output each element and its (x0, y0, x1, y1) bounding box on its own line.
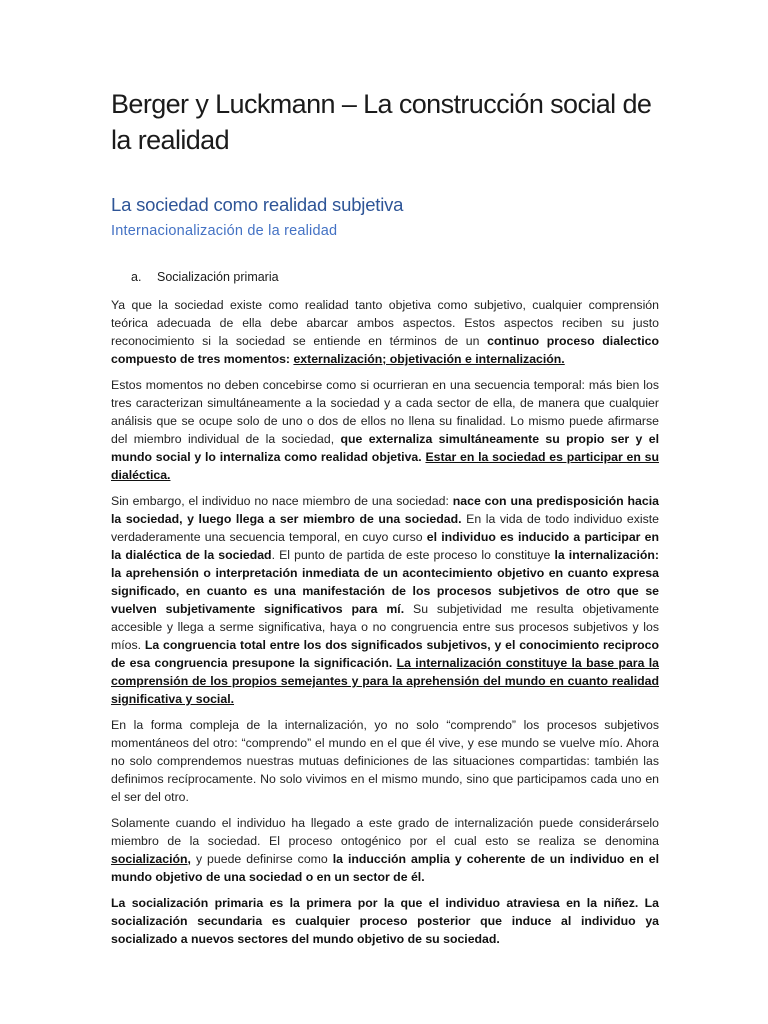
list-item-socializacion-primaria (131, 270, 279, 284)
paragraph-3-text-d: Su subjetividad me resulta objetivamente accesible y llega a serme significativa, haya o no congruencia entre sus procesos subjetivos y los míos. (111, 602, 660, 652)
paragraph-5-text-a: Solamente cuando el individuo ha llegado a este grado de internalización puede considerárselo miembro de la sociedad. El proceso ontogénico por el cual esto se realiza se denomina (111, 816, 659, 848)
paragraph-3-bold-d: La congruencia total entre los dos significados subjetivos, y el conocimiento reciproco de esa congruencia presupone la significación. (111, 638, 659, 670)
paragraph-2-text: Estos momentos no deben concebirse como si ocurrieran en una secuencia temporal: más bien los tres caracterizan simultáneamente a la sociedad y a cada sector de ella, de manera que cualquier análisis que se ocupe solo de uno o dos de ellos no llena su finalidad. Lo mismo puede afirmarse del miembro individual de la sociedad, (111, 378, 659, 446)
paragraph-1-bold-underline: externalización; objetivación e internalización. (293, 352, 565, 366)
paragraph-3-bold-c: la internalización: la aprehensión o interpretación inmediata de un acontecimiento objetivo en cuanto expresa significado, en cuanto es una manifestación de los procesos subjetivos de otro que se vuelven subjetivamente significativos para mí. (111, 548, 660, 616)
paragraph-5-text-b: y puede definirse como (190, 852, 333, 866)
paragraph-2 (111, 376, 659, 484)
paragraph-1 (111, 296, 659, 368)
document-body (111, 296, 659, 956)
document-title: Berger y Luckmann – La construcción social de la realidad (111, 89, 652, 155)
paragraph-6 (111, 894, 659, 948)
paragraph-2-bold: que externaliza simultáneamente su propio ser y el mundo social y lo internaliza como realidad objetiva. (111, 432, 659, 464)
paragraph-1-text: Ya que la sociedad existe como realidad tanto objetiva como subjetivo, cualquier comprensión teórica adecuada de ella debe abarcar ambos aspectos. Estos aspectos reciben su justo reconocimiento si la sociedad se entiende en términos de un (111, 298, 659, 348)
paragraph-5-bold: la inducción amplia y coherente de un individuo en el mundo objetivo de una sociedad o en un sector de él. (111, 852, 659, 884)
paragraph-3-bold-b: el individuo es inducido a participar en la dialéctica de la sociedad (111, 530, 659, 562)
paragraph-5-bold-underline: socialización, (111, 852, 191, 866)
paragraph-3-text-a: Sin embargo, el individuo no nace miembro de una sociedad: (111, 494, 453, 508)
section-heading: La sociedad como realidad subjetiva (111, 194, 404, 215)
paragraph-3-bold-a: nace con una predisposición hacia la sociedad, y luego llega a ser miembro de una sociedad. (111, 494, 659, 526)
paragraph-4 (111, 716, 659, 806)
list-marker: a. (131, 270, 142, 284)
list-item-label: Socialización primaria (157, 270, 279, 284)
paragraph-4-text: En la forma compleja de la internalización, yo no solo “comprendo” los procesos subjetivos momentáneos del otro: “comprendo” el mundo en el que él vive, y ese mundo se vuelve mío. Ahora no solo comprendemos nuestras mutuas definiciones de las situaciones compartidas: también las definimos recíprocamente. No solo vivimos en el mismo mundo, sino que participamos cada uno en el ser del otro. (111, 718, 659, 804)
paragraph-5 (111, 814, 659, 886)
paragraph-6-bold: La socialización primaria es la primera por la que el individuo atraviesa en la niñez. La socialización secundaria es cualquier proceso posterior que induce al individuo ya socializado a nuevos sectores del mundo objetivo de su sociedad. (111, 896, 659, 946)
paragraph-3-text-b: En la vida de todo individuo existe verdaderamente una secuencia temporal, en cuyo curso (111, 512, 660, 544)
paragraph-2-bold-underline: Estar en la sociedad es participar en su dialéctica. (111, 450, 659, 482)
paragraph-1-bold: continuo proceso dialectico compuesto de tres momentos: (111, 334, 659, 366)
subsection-heading: Internacionalización de la realidad (111, 223, 338, 239)
paragraph-3-text-c: . El punto de partida de este proceso lo constituye (271, 548, 555, 562)
paragraph-3 (111, 492, 659, 708)
paragraph-3-bold-underline: La internalización constituye la base para la comprensión de los propios semejantes y para la aprehensión del mundo en cuanto realidad significativa y social. (111, 656, 659, 706)
